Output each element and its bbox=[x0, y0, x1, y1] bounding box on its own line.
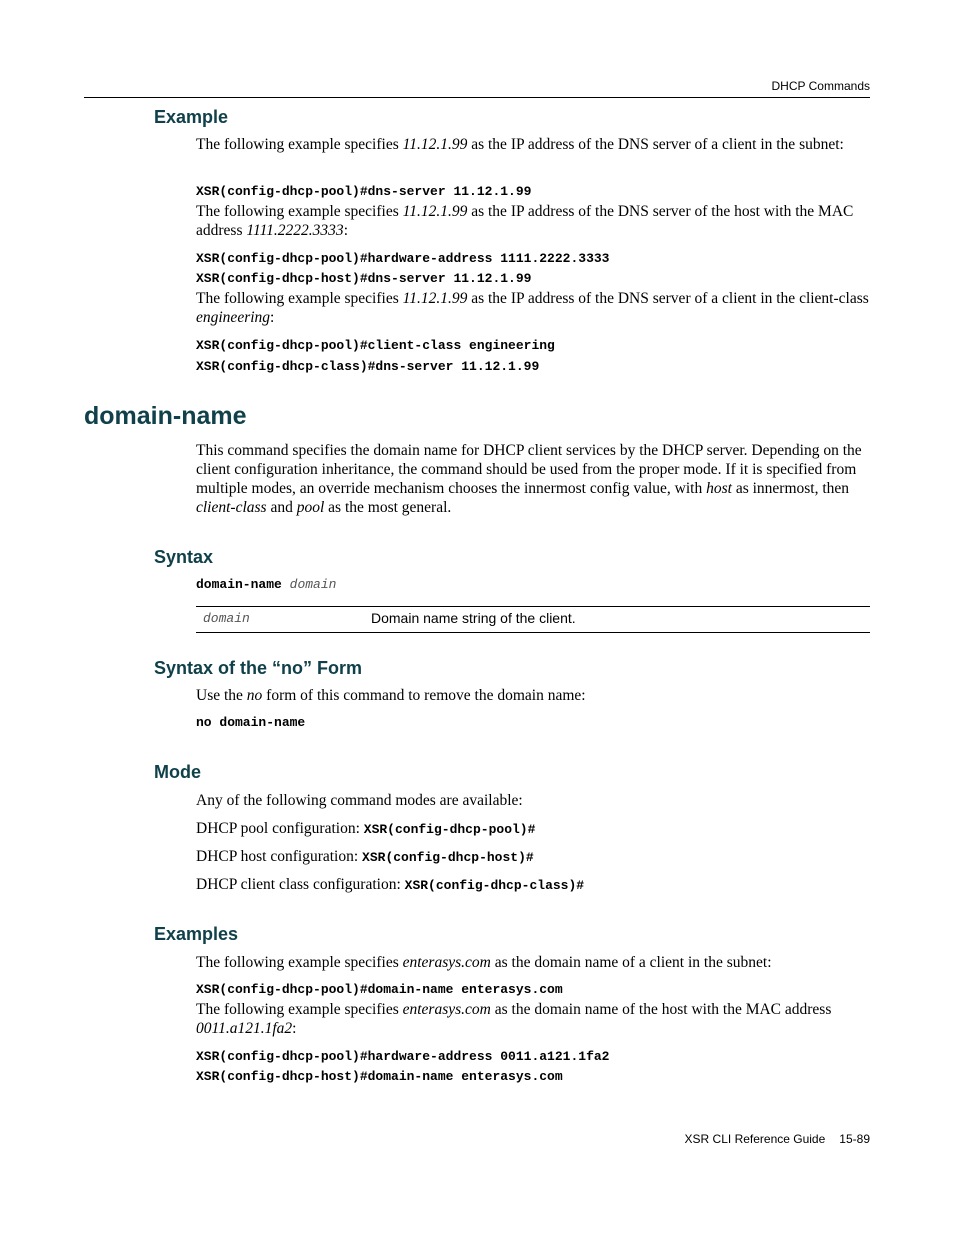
ip-address: 11.12.1.99 bbox=[402, 203, 468, 220]
mode-name: host bbox=[706, 480, 732, 497]
command-keyword: domain-name bbox=[196, 577, 282, 592]
code-line: XSR(config-dhcp-pool)#domain-name enterasys.com bbox=[196, 982, 563, 997]
text-run: Use the bbox=[196, 687, 247, 704]
mac-address: 0011.a121.1fa2 bbox=[196, 1020, 293, 1037]
command-title: domain-name bbox=[84, 402, 247, 430]
running-header: DHCP Commands bbox=[771, 79, 870, 93]
guide-title: XSR CLI Reference Guide bbox=[684, 1132, 826, 1146]
mode-name: pool bbox=[296, 499, 325, 516]
text-run: The following example specifies bbox=[196, 290, 403, 307]
no-form-paragraph bbox=[196, 686, 872, 705]
domain-value: enterasys.com bbox=[402, 1001, 491, 1018]
mode-item bbox=[196, 847, 872, 867]
text-run: This command specifies the domain name for DHCP client services by the DHCP server. Depending on the client configuration inheritance, the command should be used from the proper mode. If it is specified from multiple modes, an override mechanism chooses the innermost config value, with bbox=[196, 442, 862, 497]
text-run: The following example specifies bbox=[196, 1001, 403, 1018]
text-run: : bbox=[270, 309, 275, 326]
keyword: no bbox=[246, 687, 263, 704]
ip-address: 11.12.1.99 bbox=[402, 290, 468, 307]
mode-item bbox=[196, 875, 872, 895]
mode-name: client-class bbox=[196, 499, 267, 516]
example-paragraph-3 bbox=[196, 289, 872, 327]
mac-address: 1111.2222.3333 bbox=[246, 222, 344, 239]
example-paragraph-1 bbox=[196, 135, 872, 154]
text-run: : bbox=[343, 222, 348, 239]
parameter-description: Domain name string of the client. bbox=[371, 610, 576, 626]
mode-item bbox=[196, 819, 872, 839]
mode-prompt: XSR(config-dhcp-class)# bbox=[404, 878, 585, 893]
code-line: XSR(config-dhcp-host)#domain-name enterasys.com bbox=[196, 1069, 563, 1084]
text-run: The following example specifies bbox=[196, 954, 403, 971]
text-run: as the domain name of a client in the subnet: bbox=[490, 954, 772, 971]
code-line: XSR(config-dhcp-pool)#client-class engineering bbox=[196, 338, 555, 353]
examples-heading: Examples bbox=[154, 924, 239, 944]
text-run: as innermost, then bbox=[731, 480, 850, 497]
command-description bbox=[196, 441, 872, 517]
mode-label: DHCP pool configuration: bbox=[196, 820, 364, 837]
text-run: The following example specifies bbox=[196, 203, 403, 220]
code-line: no domain-name bbox=[196, 715, 306, 730]
page-footer bbox=[84, 1132, 870, 1146]
text-run: The following example specifies bbox=[196, 136, 403, 153]
mode-intro: Any of the following command modes are available: bbox=[196, 792, 523, 809]
ip-address: 11.12.1.99 bbox=[402, 136, 468, 153]
text-run: as the domain name of the host with the MAC address bbox=[490, 1001, 832, 1018]
code-line: XSR(config-dhcp-class)#dns-server 11.12.1.99 bbox=[196, 359, 540, 374]
examples-paragraph-2 bbox=[196, 1000, 872, 1038]
examples-paragraph-1 bbox=[196, 953, 872, 972]
command-parameter: domain bbox=[289, 577, 337, 592]
text-run: as the IP address of the DNS server of a client in the client-class bbox=[467, 290, 869, 307]
parameter-name: domain bbox=[203, 611, 250, 626]
code-line: XSR(config-dhcp-host)#dns-server 11.12.1.99 bbox=[196, 271, 532, 286]
code-line: XSR(config-dhcp-pool)#dns-server 11.12.1.99 bbox=[196, 184, 532, 199]
text-run: as the most general. bbox=[324, 499, 452, 516]
header-rule bbox=[84, 97, 870, 98]
syntax-heading: Syntax bbox=[154, 547, 214, 567]
text-run: : bbox=[292, 1020, 297, 1037]
domain-value: enterasys.com bbox=[402, 954, 491, 971]
text-run: and bbox=[266, 499, 297, 516]
example-paragraph-2 bbox=[196, 202, 872, 240]
example-heading: Example bbox=[154, 107, 229, 127]
mode-label: DHCP client class configuration: bbox=[196, 876, 405, 893]
text-run: as the IP address of the DNS server of a client in the subnet: bbox=[467, 136, 844, 153]
code-line: XSR(config-dhcp-pool)#hardware-address 1111.2222.3333 bbox=[196, 251, 610, 266]
text-run: as the IP address of the DNS server of the host with the MAC address bbox=[196, 203, 854, 239]
no-form-heading: Syntax of the “no” Form bbox=[154, 658, 363, 678]
mode-prompt: XSR(config-dhcp-host)# bbox=[362, 850, 534, 865]
syntax-line bbox=[196, 577, 336, 592]
text-run: form of this command to remove the domain name: bbox=[262, 687, 586, 704]
page-number: 15-89 bbox=[839, 1132, 870, 1146]
mode-heading: Mode bbox=[154, 762, 201, 782]
mode-label: DHCP host configuration: bbox=[196, 848, 363, 865]
code-line: XSR(config-dhcp-pool)#hardware-address 0011.a121.1fa2 bbox=[196, 1049, 610, 1064]
client-class-name: engineering bbox=[196, 309, 271, 326]
mode-prompt: XSR(config-dhcp-pool)# bbox=[363, 822, 536, 837]
parameter-table bbox=[196, 606, 870, 633]
